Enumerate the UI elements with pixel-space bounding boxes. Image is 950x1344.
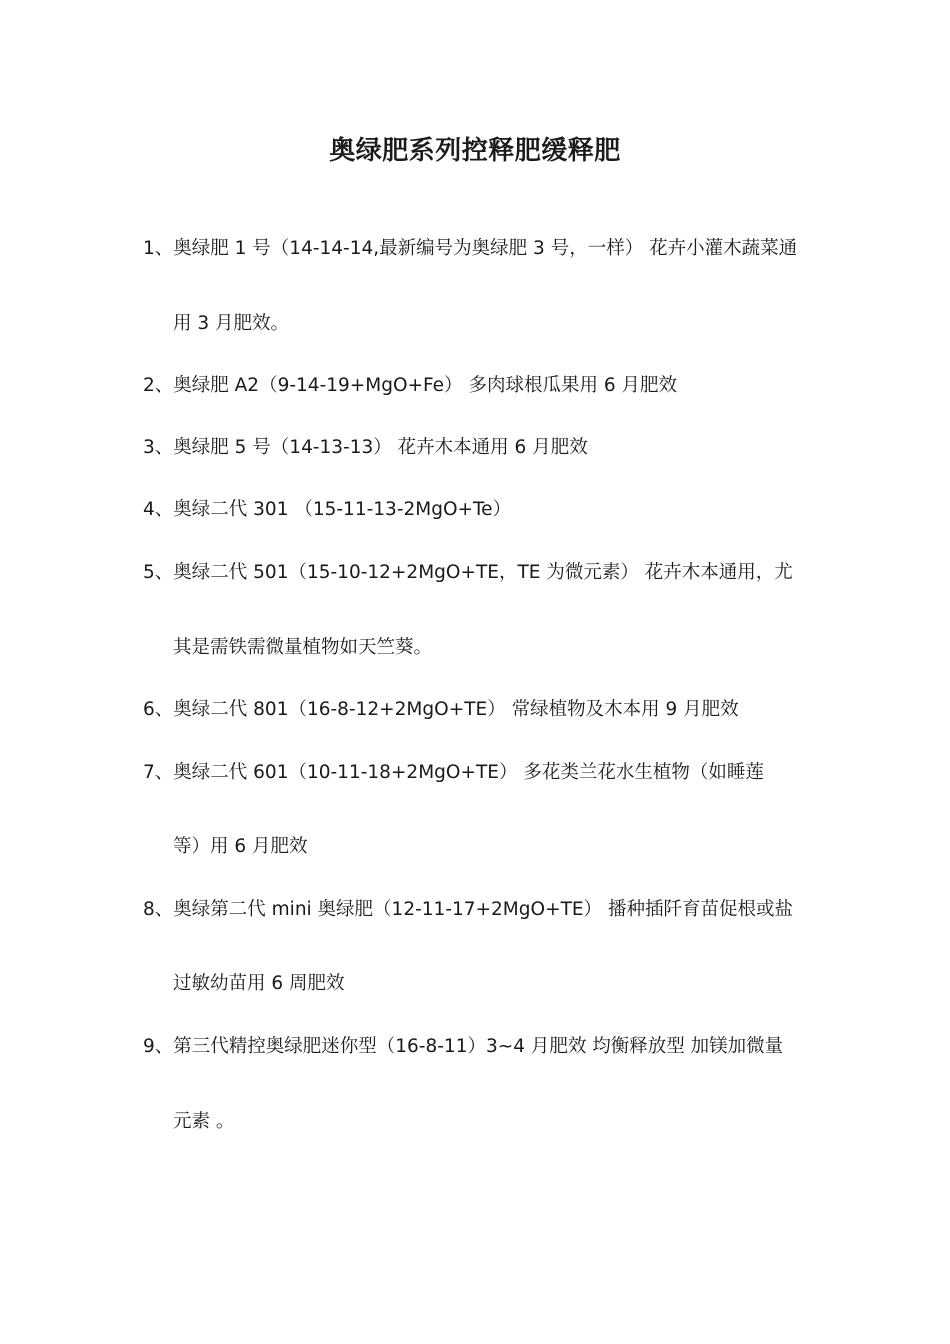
list-item-9-continuation: 元素 。 [173,1111,235,1132]
page-title: 奥绿肥系列控释肥缓释肥 [329,136,621,166]
list-item-4: 4、奥绿二代 301 （15-11-13-2MgO+Te） [143,499,512,520]
list-item-7-continuation: 等）用 6 月肥效 [173,836,308,857]
list-item-7: 7、奥绿二代 601（10-11-18+2MgO+TE） 多花类兰花水生植物（如睡莲 [143,762,764,783]
list-item-1-continuation: 用 3 月肥效。 [173,313,290,334]
list-item-5: 5、奥绿二代 501（15-10-12+2MgO+TE，TE 为微元素） 花卉木本通用，尤 [143,562,793,583]
list-item-2: 2、奥绿肥 A2（9-14-19+MgO+Fe） 多肉球根瓜果用 6 月肥效 [143,375,677,396]
list-item-5-continuation: 其是需铁需微量植物如天竺葵。 [173,637,433,658]
list-item-6: 6、奥绿二代 801（16-8-12+2MgO+TE） 常绿植物及木本用 9 月肥效 [143,699,739,720]
list-item-1: 1、奥绿肥 1 号（14-14-14,最新编号为奥绿肥 3 号，一样） 花卉小灌木蔬菜通 [143,238,798,259]
list-item-9: 9、第三代精控奥绿肥迷你型（16-8-11）3~4 月肥效 均衡释放型 加镁加微量 [143,1036,784,1057]
list-item-3: 3、奥绿肥 5 号（14-13-13） 花卉木本通用 6 月肥效 [143,437,588,458]
list-item-8: 8、奥绿第二代 mini 奥绿肥（12-11-17+2MgO+TE） 播种插阡育苗促根或盐 [143,899,793,920]
list-item-8-continuation: 过敏幼苗用 6 周肥效 [173,973,345,994]
